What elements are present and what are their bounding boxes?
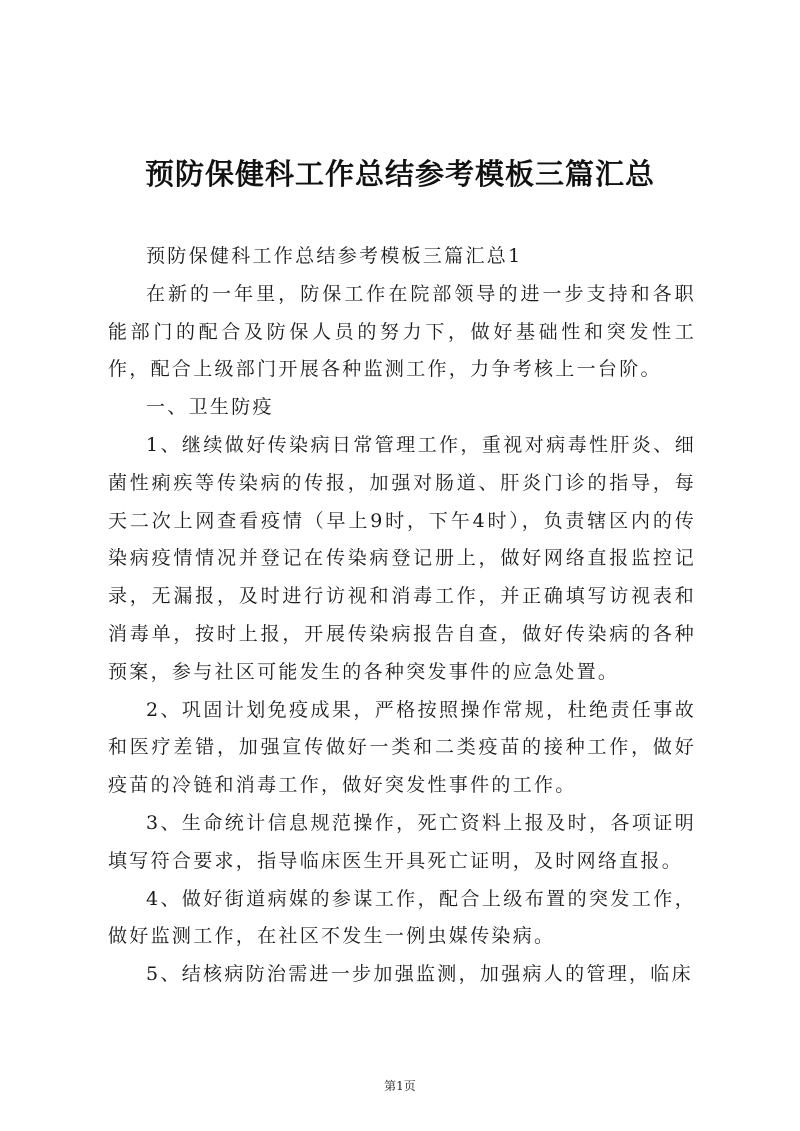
subtitle-paragraph: 预防保健科工作总结参考模板三篇汇总1 <box>146 245 523 267</box>
document-title: 预防保健科工作总结参考模板三篇汇总 <box>144 157 655 191</box>
item-paragraph-2: 2、巩固计划免疫成果，严格按照操作常规，杜绝责任事故和医疗差错，加强宣传做好一类和二类疫苗的接种工作，做好疫苗的冷链和消毒工作，做好突发性事件的工作。 <box>108 698 696 797</box>
intro-paragraph: 在新的一年里，防保工作在院部领导的进一步支持和各职能部门的配合及防保人员的努力下，做好基础性和突发性工作，配合上级部门开展各种监测工作，力争考核上一台阶。 <box>108 282 696 381</box>
item-paragraph-1: 1、继续做好传染病日常管理工作，重视对病毒性肝炎、细菌性痢疾等传染病的传报，加强对肠道、肝炎门诊的指导，每天二次上网查看疫情（早上9时，下午4时），负责辖区内的传染病疫情情况并登记在传染病登记册上，做好网络直报监控记录，无漏报，及时进行访视和消毒工作，并正确填写访视表和消毒单，按时上报，开展传染病报告自查，做好传染病的各种预案，参与社区可能发生的各种突发事件的应急处置。 <box>108 433 696 683</box>
item-paragraph-5: 5、结核病防治需进一步加强监测，加强病人的管理，临床 <box>146 963 693 986</box>
document-body <box>108 238 696 994</box>
page-number: 第1页 <box>384 1079 416 1093</box>
section-heading: 一、卫生防疫 <box>146 396 274 419</box>
item-paragraph-4: 4、做好街道病媒的参谋工作，配合上级布置的突发工作，做好监测工作，在社区不发生一例虫媒传染病。 <box>108 887 696 948</box>
item-paragraph-3: 3、生命统计信息规范操作，死亡资料上报及时，各项证明填写符合要求，指导临床医生开具死亡证明，及时网络直报。 <box>108 811 696 872</box>
